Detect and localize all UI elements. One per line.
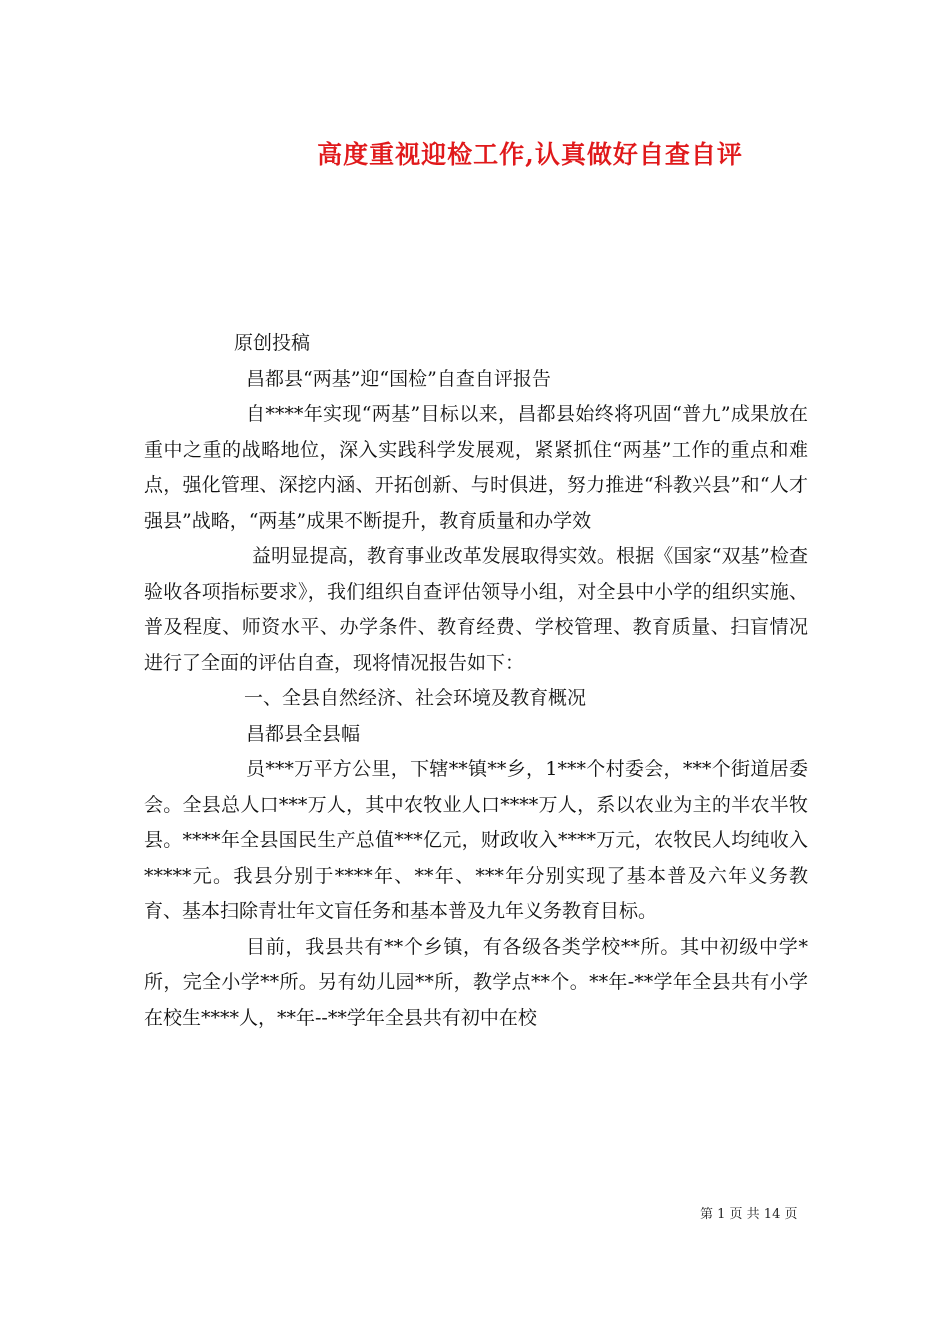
paragraph-county-overview: 员***万平方公里，下辖**镇**乡，1***个村委会，***个街道居委会。全县总人口***万人，其中农牧业人口****万人，系以农业为主的半农半牧县。****年全县国民生产总值***亿元，财政收入****万元，农牧民人均纯收入*****元。我县分别于****年、**年、***年分别实现了基本普及六年义务教育、基本扫除青壮年文盲任务和基本普及九年义务教育目标。 (144, 758, 808, 922)
paragraph-intro: 自****年实现“两基”目标以来，昌都县始终将巩固“普九”成果放在重中之重的战略地位，深入实践科学发展观，紧紧抓住“两基”工作的重点和难点，强化管理、深挖内涵、开拓创新、与时俱进，努力推进“科教兴县”和“人才强县”战略，“两基”成果不断提升，教育质量和办学效 (144, 403, 808, 532)
document-title: 高度重视迎检工作,认真做好自查自评 (317, 140, 743, 169)
page-number: 第 1 页 共 14 页 (700, 1207, 798, 1222)
paragraph-schools: 目前，我县共有**个乡镇，有各级各类学校**所。其中初级中学*所，完全小学**所。另有幼儿园**所，教学点**个。**年-**学年全县共有小学在校生****人，**年--**学年全县共有初中在校 (144, 935, 808, 1029)
paragraph-county-overview-start: 昌都县全县幅 (246, 722, 361, 745)
paragraph-report-heading: 昌都县“两基”迎“国检”自查自评报告 (246, 367, 551, 390)
section-heading: 一、全县自然经济、社会环境及教育概况 (244, 687, 587, 709)
document-body (144, 326, 808, 1036)
paragraph-source-note: 原创投稿 (234, 332, 311, 354)
paragraph-intro-continued: 益明显提高，教育事业改革发展取得实效。根据《国家“双基”检查验收各项指标要求》，我们组织自查评估领导小组，对全县中小学的组织实施、普及程度、师资水平、办学条件、教育经费、学校管理、教育质量、扫盲情况进行了全面的评估自查，现将情况报告如下： (144, 545, 808, 674)
